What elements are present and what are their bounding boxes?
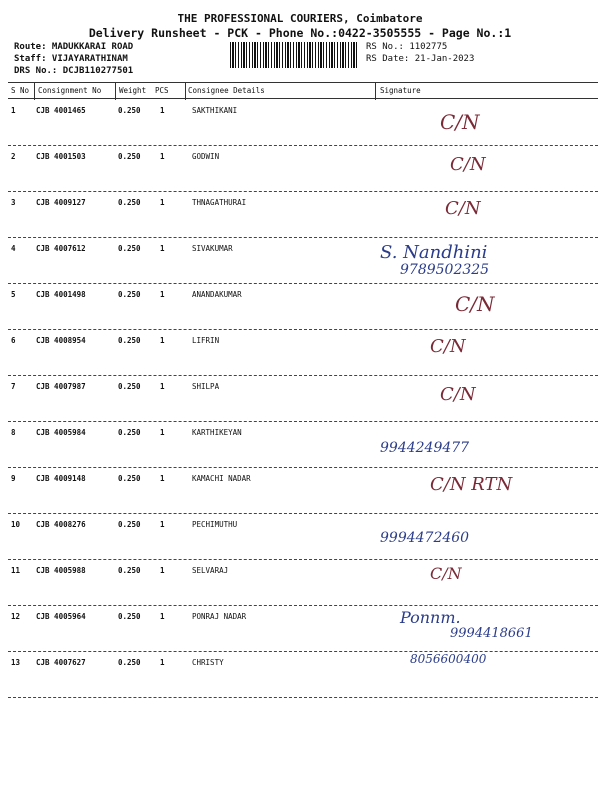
sno-cell: 13 bbox=[11, 658, 21, 667]
sno-cell: 9 bbox=[11, 474, 16, 483]
consignment-cell: CJB 4009127 bbox=[36, 198, 86, 207]
col-header-weight: Weight bbox=[119, 86, 147, 95]
pcs-cell: 1 bbox=[160, 428, 165, 437]
weight-cell: 0.250 bbox=[118, 474, 141, 483]
pcs-cell: 1 bbox=[160, 474, 165, 483]
signature-handwriting: C/N bbox=[450, 154, 486, 175]
sno-cell: 4 bbox=[11, 244, 16, 253]
pcs-cell: 1 bbox=[160, 244, 165, 253]
pcs-cell: 1 bbox=[160, 198, 165, 207]
signature-handwriting: C/N bbox=[445, 198, 481, 219]
weight-cell: 0.250 bbox=[118, 520, 141, 529]
table-row bbox=[8, 422, 600, 468]
row-separator bbox=[8, 697, 598, 698]
route-label: Route: MADUKKARAI ROAD bbox=[14, 42, 134, 52]
consignment-cell: CJB 4007987 bbox=[36, 382, 86, 391]
consignment-cell: CJB 4008954 bbox=[36, 336, 86, 345]
col-divider bbox=[375, 82, 376, 100]
signature-handwriting: 9994472460 bbox=[380, 530, 470, 546]
col-header-consignment: Consignment No bbox=[38, 86, 102, 95]
col-header-sno: S No bbox=[11, 86, 30, 95]
consignee-cell: THNAGATHURAI bbox=[192, 198, 247, 207]
consignment-cell: CJB 4009148 bbox=[36, 474, 86, 483]
runsheet-subtitle: Delivery Runsheet - PCK - Phone No.:0422-3505555 - Page No.:1 bbox=[88, 26, 512, 40]
consignee-cell: SIVAKUMAR bbox=[192, 244, 233, 253]
weight-cell: 0.250 bbox=[118, 658, 141, 667]
consignee-cell: SHILPA bbox=[192, 382, 220, 391]
consignee-cell: SELVARAJ bbox=[192, 566, 229, 575]
weight-cell: 0.250 bbox=[118, 382, 141, 391]
weight-cell: 0.250 bbox=[118, 198, 141, 207]
weight-cell: 0.250 bbox=[118, 428, 141, 437]
col-divider bbox=[185, 82, 186, 100]
consignee-cell: KAMACHI NADAR bbox=[192, 474, 251, 483]
table-row bbox=[8, 376, 600, 422]
sno-cell: 1 bbox=[11, 106, 16, 115]
consignment-cell: CJB 4001503 bbox=[36, 152, 86, 161]
table-row bbox=[8, 468, 600, 514]
signature-handwriting: 8056600400 bbox=[410, 652, 487, 666]
header-bottom-rule bbox=[8, 98, 598, 99]
consignment-cell: CJB 4008276 bbox=[36, 520, 86, 529]
consignee-cell: SAKTHIKANI bbox=[192, 106, 238, 115]
col-divider bbox=[34, 82, 35, 100]
consignment-cell: CJB 4001498 bbox=[36, 290, 86, 299]
weight-cell: 0.250 bbox=[118, 244, 141, 253]
weight-cell: 0.250 bbox=[118, 336, 141, 345]
consignment-cell: CJB 4005964 bbox=[36, 612, 86, 621]
weight-cell: 0.250 bbox=[118, 152, 141, 161]
weight-cell: 0.250 bbox=[118, 566, 141, 575]
pcs-cell: 1 bbox=[160, 336, 165, 345]
signature-handwriting: C/N bbox=[430, 336, 466, 357]
consignment-cell: CJB 4001465 bbox=[36, 106, 86, 115]
pcs-cell: 1 bbox=[160, 152, 165, 161]
sno-cell: 7 bbox=[11, 382, 16, 391]
staff-label: Staff: VIJAYARATHINAM bbox=[14, 54, 128, 64]
rs-date: RS Date: 21-Jan-2023 bbox=[366, 54, 475, 64]
consignee-cell: KARTHIKEYAN bbox=[192, 428, 242, 437]
pcs-cell: 1 bbox=[160, 566, 165, 575]
weight-cell: 0.250 bbox=[118, 106, 141, 115]
weight-cell: 0.250 bbox=[118, 290, 141, 299]
table-row bbox=[8, 330, 600, 376]
col-header-pcs: PCS bbox=[155, 86, 169, 95]
signature-handwriting: C/N bbox=[455, 292, 495, 316]
signature-handwriting: S. Nandhini bbox=[380, 242, 488, 263]
signature-handwriting: Ponnm. bbox=[400, 608, 461, 627]
sno-cell: 8 bbox=[11, 428, 16, 437]
table-row bbox=[8, 284, 600, 330]
table-row bbox=[8, 514, 600, 560]
signature-handwriting: C/N bbox=[430, 564, 462, 583]
table-row bbox=[8, 560, 600, 606]
signature-handwriting: C/N RTN bbox=[430, 474, 513, 495]
col-header-signature: Signature bbox=[380, 86, 421, 95]
header-top-rule bbox=[8, 82, 598, 83]
pcs-cell: 1 bbox=[160, 612, 165, 621]
table-row bbox=[8, 192, 600, 238]
pcs-cell: 1 bbox=[160, 290, 165, 299]
consignment-cell: CJB 4005988 bbox=[36, 566, 86, 575]
drs-number: DRS No.: DCJB110277501 bbox=[14, 66, 134, 76]
sno-cell: 3 bbox=[11, 198, 16, 207]
signature-handwriting: 9944249477 bbox=[380, 440, 470, 456]
sno-cell: 10 bbox=[11, 520, 21, 529]
table-row bbox=[8, 238, 600, 284]
table-row bbox=[8, 606, 600, 652]
signature-handwriting: C/N bbox=[440, 384, 476, 405]
table-row bbox=[8, 100, 600, 146]
pcs-cell: 1 bbox=[160, 658, 165, 667]
sno-cell: 11 bbox=[11, 566, 21, 575]
signature-phone: 9994418661 bbox=[450, 626, 533, 641]
consignee-cell: CHRISTY bbox=[192, 658, 224, 667]
consignment-cell: CJB 4005984 bbox=[36, 428, 86, 437]
sno-cell: 5 bbox=[11, 290, 16, 299]
sno-cell: 6 bbox=[11, 336, 16, 345]
weight-cell: 0.250 bbox=[118, 612, 141, 621]
consignee-cell: PONRAJ NADAR bbox=[192, 612, 247, 621]
table-row bbox=[8, 652, 600, 698]
sno-cell: 12 bbox=[11, 612, 21, 621]
signature-handwriting: C/N bbox=[440, 110, 480, 134]
consignee-cell: GODWIN bbox=[192, 152, 220, 161]
col-header-consignee: Consignee Details bbox=[188, 86, 265, 95]
pcs-cell: 1 bbox=[160, 106, 165, 115]
sno-cell: 2 bbox=[11, 152, 16, 161]
signature-phone: 9789502325 bbox=[400, 262, 490, 278]
consignee-cell: PECHIMUTHU bbox=[192, 520, 238, 529]
consignment-cell: CJB 4007612 bbox=[36, 244, 86, 253]
company-title: THE PROFESSIONAL COURIERS, Coimbatore bbox=[177, 12, 423, 25]
col-divider bbox=[115, 82, 116, 100]
barcode-image bbox=[230, 42, 358, 68]
table-row bbox=[8, 146, 600, 192]
rs-number: RS No.: 1102775 bbox=[366, 42, 448, 52]
pcs-cell: 1 bbox=[160, 520, 165, 529]
consignee-cell: ANANDAKUMAR bbox=[192, 290, 242, 299]
consignment-cell: CJB 4007627 bbox=[36, 658, 86, 667]
consignee-cell: LIFRIN bbox=[192, 336, 220, 345]
pcs-cell: 1 bbox=[160, 382, 165, 391]
